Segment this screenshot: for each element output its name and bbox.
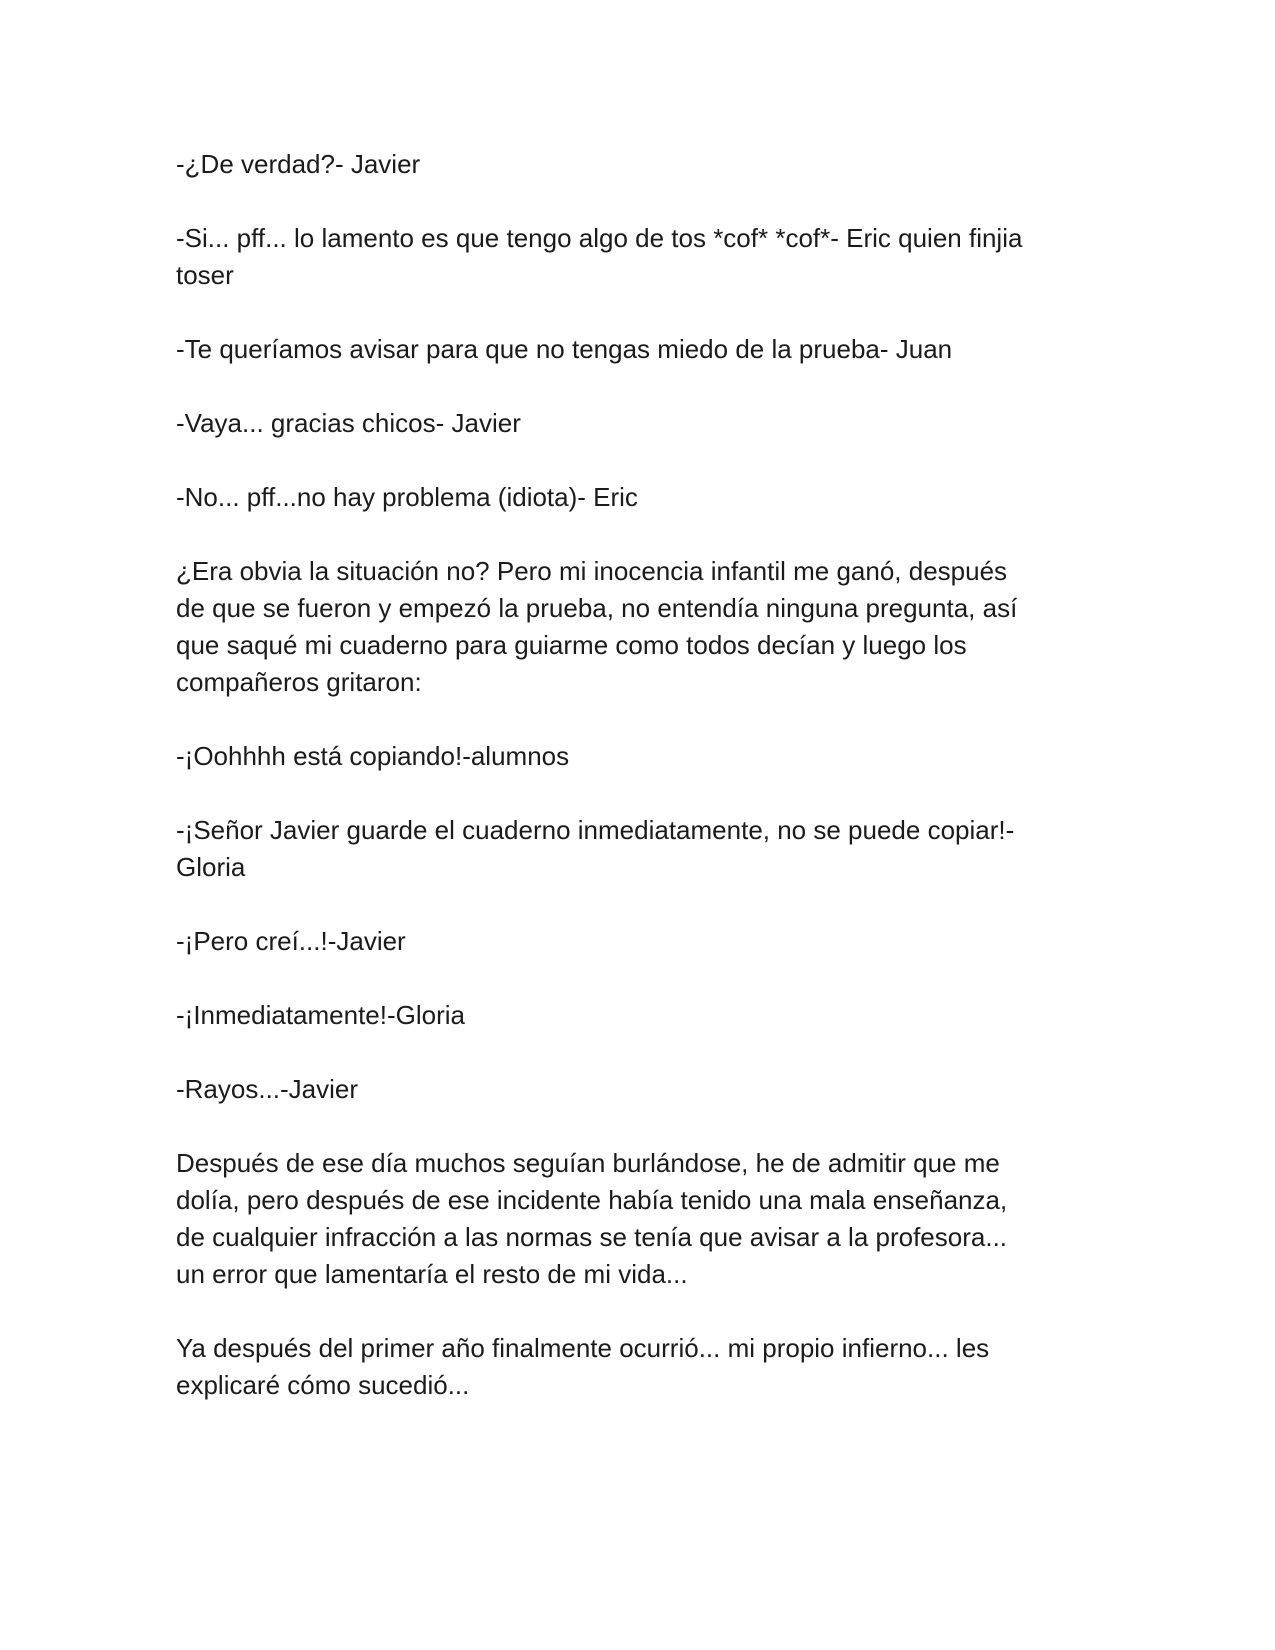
dialogue-line: -No... pff...no hay problema (idiota)- Eric [176, 482, 638, 512]
document-body [176, 146, 1096, 1441]
dialogue-line: -¡Señor Javier guarde el cuaderno inmediatamente, no se puede copiar!- Gloria [176, 815, 1015, 882]
narration-paragraph: Ya después del primer año finalmente ocurrió... mi propio infierno... les explicaré cómo sucedió... [176, 1333, 990, 1400]
dialogue-line: -Rayos...-Javier [176, 1074, 359, 1104]
dialogue-line: -¿De verdad?- Javier [176, 149, 421, 179]
dialogue-line: -¡Inmediatamente!-Gloria [176, 1000, 465, 1030]
dialogue-line: -¡Pero creí...!-Javier [176, 926, 406, 956]
narration-paragraph: Después de ese día muchos seguían burlándose, he de admitir que me dolía, pero después de ese incidente había tenido una mala enseñanza, de cualquier infracción a las normas se tenía que avisar a la profesora... un error que lamentaría el resto de mi vida... [176, 1148, 1008, 1289]
dialogue-line: -Si... pff... lo lamento es que tengo algo de tos *cof* *cof*- Eric quien finjia toser [176, 223, 1023, 290]
dialogue-line: -¡Oohhhh está copiando!-alumnos [176, 741, 570, 771]
dialogue-line: -Vaya... gracias chicos- Javier [176, 408, 521, 438]
narration-paragraph: ¿Era obvia la situación no? Pero mi inocencia infantil me ganó, después de que se fueron y empezó la prueba, no entendía ninguna pregunta, así que saqué mi cuaderno para guiarme como todos decían y luego los compañeros gritaron: [176, 556, 1018, 697]
dialogue-line: -Te queríamos avisar para que no tengas miedo de la prueba- Juan [176, 334, 953, 364]
